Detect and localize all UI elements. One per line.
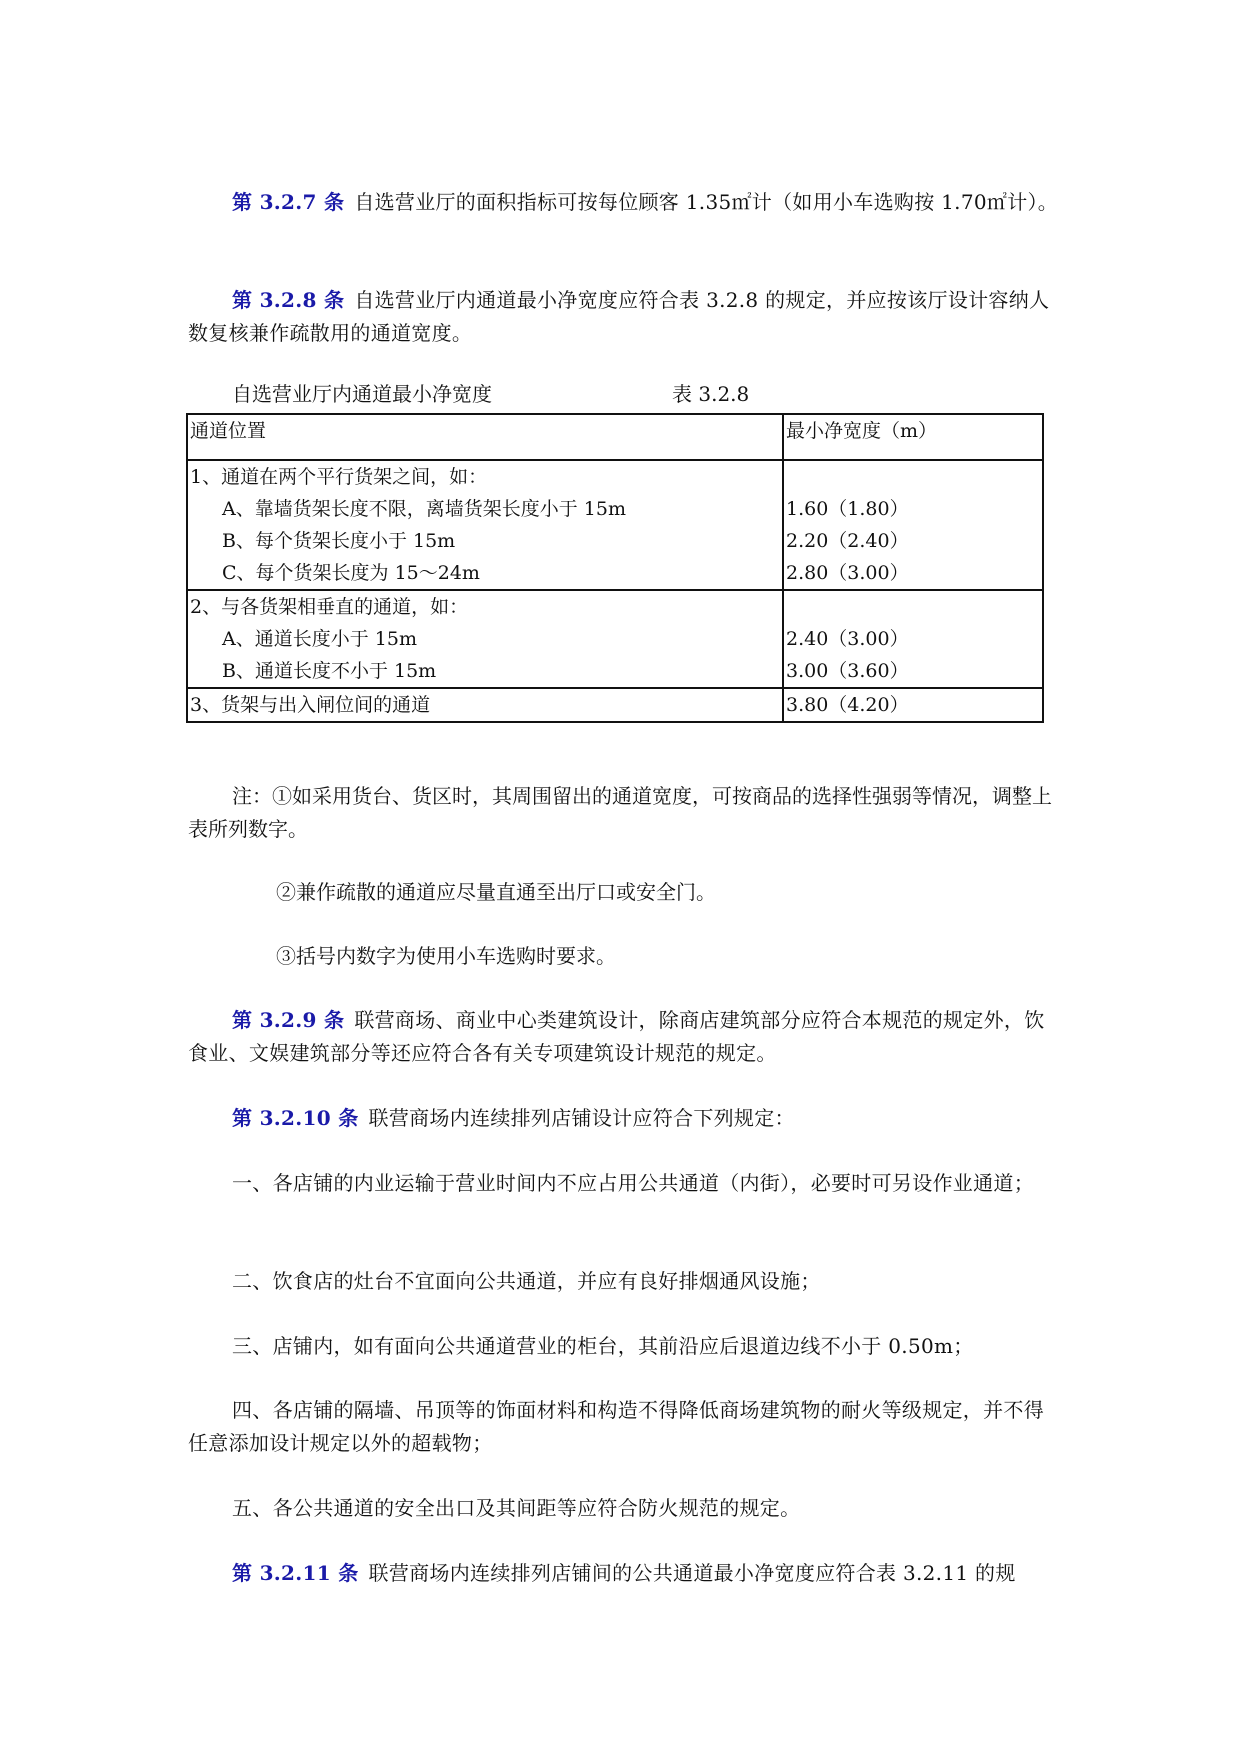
row-label: A、通道长度小于 15m — [222, 628, 417, 650]
paragraph-text: 联营商场内连续排列店铺间的公共通道最小净宽度应符合表 3.2.11 的规 — [368, 1561, 1016, 1585]
row-label: B、通道长度不小于 15m — [222, 660, 437, 682]
paragraph-3-2-9 — [188, 1004, 1060, 1070]
paragraph-3-2-8 — [188, 284, 1060, 350]
row-value: 1.60（1.80） — [786, 498, 909, 520]
group-title: 3、货架与出入闸位间的通道 — [187, 688, 783, 722]
article-number: 第 3.2.7 条 — [232, 190, 345, 214]
article-number: 第 3.2.8 条 — [232, 288, 345, 312]
table-header-row — [187, 414, 1043, 460]
table-row — [187, 590, 1043, 688]
table-note-1: 注：①如采用货台、货区时，其周围留出的通道宽度，可按商品的选择性强弱等情况，调整上表所列数字。 — [188, 784, 1052, 841]
paragraph-3-2-11 — [188, 1557, 1060, 1590]
list-item: 四、各店铺的隔墙、吊顶等的饰面材料和构造不得降低商场建筑物的耐火等级规定，并不得任意添加设计规定以外的超载物； — [188, 1398, 1044, 1455]
list-item: 三、店铺内，如有面向公共通道营业的柜台，其前沿应后退道边线不小于 0.50m； — [232, 1334, 974, 1358]
row-label: A、靠墙货架长度不限，离墙货架长度小于 15m — [222, 498, 626, 520]
paragraph-text: 联营商场内连续排列店铺设计应符合下列规定： — [368, 1106, 795, 1130]
row-label: B、每个货架长度小于 15m — [222, 530, 456, 552]
list-item: 一、各店铺的内业运输于营业时间内不应占用公共通道（内街），必要时可另设作业通道； — [232, 1171, 1034, 1195]
group-title: 2、与各货架相垂直的通道，如： — [190, 596, 469, 618]
paragraph-3-2-10 — [188, 1102, 1060, 1135]
article-number: 第 3.2.10 条 — [232, 1106, 359, 1130]
paragraph-3-2-7 — [188, 186, 1060, 219]
paragraph-text: 自选营业厅内通道最小净宽度应符合表 3.2.8 的规定，并应按该厅设计容纳人数复核兼作疏散用的通道宽度。 — [188, 288, 1050, 345]
table-note-2: ②兼作疏散的通道应尽量直通至出厅口或安全门。 — [276, 880, 716, 904]
table-note-3: ③括号内数字为使用小车选购时要求。 — [276, 944, 616, 968]
width-table — [186, 413, 1044, 723]
list-item: 五、各公共通道的安全出口及其间距等应符合防火规范的规定。 — [232, 1496, 801, 1520]
table-row — [187, 688, 1043, 722]
table-row — [187, 460, 1043, 590]
row-value: 3.00（3.60） — [786, 660, 909, 682]
row-value: 2.40（3.00） — [786, 628, 909, 650]
list-item: 二、饮食店的灶台不宜面向公共通道，并应有良好排烟通风设施； — [232, 1269, 821, 1293]
header-min-width: 最小净宽度（m） — [783, 414, 1043, 460]
article-number: 第 3.2.11 条 — [232, 1561, 359, 1585]
table-caption: 自选营业厅内通道最小净宽度 — [232, 382, 492, 406]
group-title: 1、通道在两个平行货架之间，如： — [190, 466, 488, 488]
row-label: C、每个货架长度为 15～24m — [222, 562, 480, 584]
row-value: 3.80（4.20） — [783, 688, 1043, 722]
row-value: 2.20（2.40） — [786, 530, 909, 552]
header-location: 通道位置 — [187, 414, 783, 460]
paragraph-text: 联营商场、商业中心类建筑设计，除商店建筑部分应符合本规范的规定外，饮食业、文娱建筑部分等还应符合各有关专项建筑设计规范的规定。 — [188, 1008, 1045, 1065]
row-value: 2.80（3.00） — [786, 562, 909, 584]
paragraph-text: 自选营业厅的面积指标可按每位顾客 1.35㎡计（如用小车选购按 1.70㎡计）。 — [354, 190, 1059, 214]
table-number: 表 3.2.8 — [672, 382, 750, 406]
article-number: 第 3.2.9 条 — [232, 1008, 345, 1032]
